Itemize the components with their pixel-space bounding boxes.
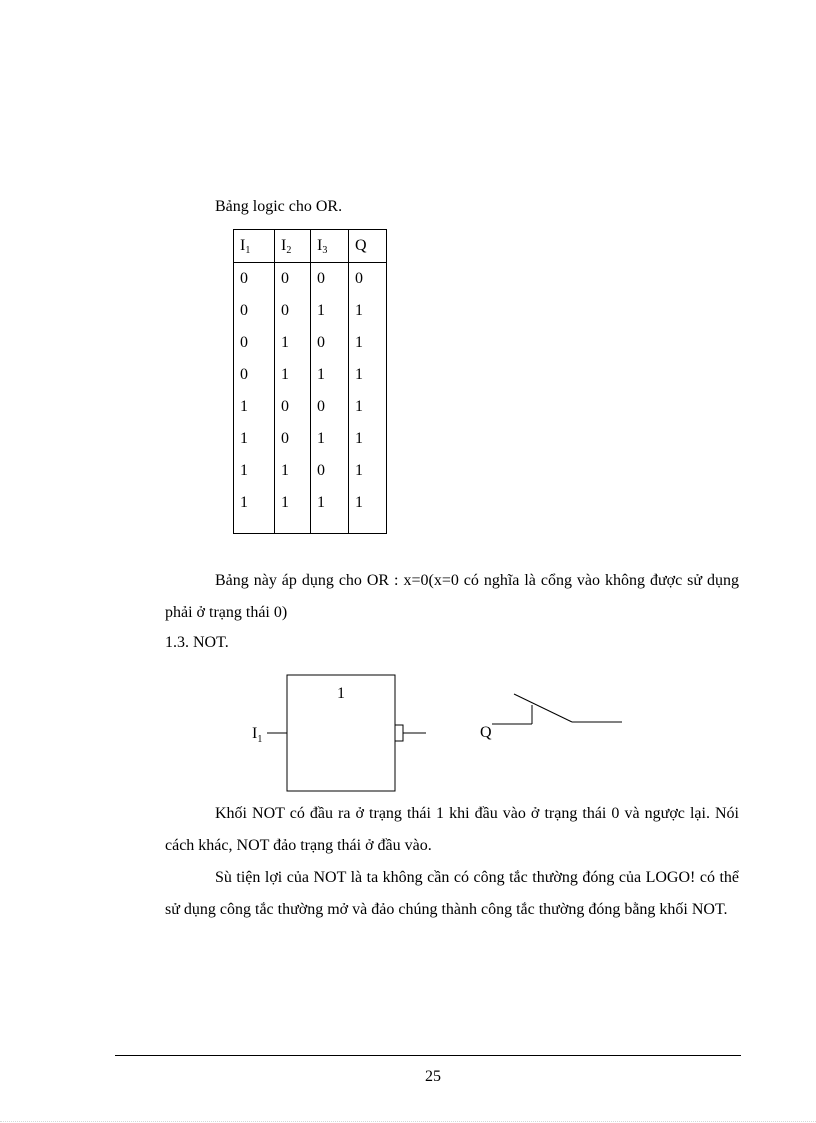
table-cell: 0 bbox=[275, 263, 311, 296]
table-cell: 1 bbox=[311, 359, 349, 391]
table-row bbox=[234, 487, 387, 534]
table-cell: 1 bbox=[234, 423, 275, 455]
table-row bbox=[234, 263, 387, 296]
table-row bbox=[234, 295, 387, 327]
table-cell: 1 bbox=[349, 487, 387, 534]
negation-marker bbox=[395, 725, 403, 741]
table-caption: Bảng logic cho OR. bbox=[215, 198, 343, 215]
section-heading-not: 1.3. NOT. bbox=[165, 634, 229, 651]
table-cell: 1 bbox=[234, 455, 275, 487]
footer-divider bbox=[115, 1055, 741, 1056]
table-cell: 1 bbox=[349, 455, 387, 487]
table-cell: 0 bbox=[234, 327, 275, 359]
table-cell: 1 bbox=[275, 327, 311, 359]
table-cell: 0 bbox=[234, 263, 275, 296]
table-row bbox=[234, 455, 387, 487]
table-cell: 0 bbox=[311, 263, 349, 296]
table-cell: 1 bbox=[275, 455, 311, 487]
table-cell: 1 bbox=[275, 487, 311, 534]
table-cell: 0 bbox=[275, 423, 311, 455]
header-i2: $I_2$ bbox=[275, 230, 311, 263]
table-cell: 0 bbox=[234, 359, 275, 391]
table-cell: 1 bbox=[311, 487, 349, 534]
table-cell: 1 bbox=[275, 359, 311, 391]
table-cell: 1 bbox=[234, 391, 275, 423]
table-row bbox=[234, 327, 387, 359]
table-cell: 0 bbox=[275, 295, 311, 327]
table-cell: 1 bbox=[349, 423, 387, 455]
table-cell: 1 bbox=[349, 391, 387, 423]
header-i3: $I_3$ bbox=[311, 230, 349, 263]
table-cell: 0 bbox=[349, 263, 387, 296]
not-block-label: 1 bbox=[337, 685, 345, 702]
table-row bbox=[234, 391, 387, 423]
header-q: Q bbox=[349, 230, 387, 263]
paragraph-not-description: Khối NOT có đầu ra ở trạng thái 1 khi đầu vào ở trạng thái 0 và ngược lại. Nói cách khác, NOT đảo trạng thái ở đầu vào. bbox=[165, 805, 739, 854]
table-cell: 1 bbox=[311, 295, 349, 327]
input-label: $I_1$ bbox=[252, 725, 263, 745]
normally-closed-switch-symbol bbox=[492, 694, 622, 724]
header-i1: $I_1$ bbox=[234, 230, 275, 263]
table-cell: 1 bbox=[311, 423, 349, 455]
paragraph-or-note: Bảng này áp dụng cho OR : x=0(x=0 có nghĩa là cổng vào không được sử dụng phải ở trạng thái 0) bbox=[165, 572, 739, 621]
truth-table-header-row bbox=[234, 230, 387, 263]
table-cell: 0 bbox=[275, 391, 311, 423]
table-cell: 1 bbox=[349, 327, 387, 359]
table-cell: 1 bbox=[349, 359, 387, 391]
table-cell: 1 bbox=[234, 487, 275, 534]
switch-label: Q bbox=[480, 724, 492, 741]
table-cell: 1 bbox=[349, 295, 387, 327]
paragraph-not-usage: Sù tiện lợi của NOT là ta không cần có công tắc thường đóng của LOGO! có thể sử dụng công tắc thường mở và đảo chúng thành công tắc thường đóng bằng khối NOT. bbox=[165, 869, 739, 918]
table-cell: 0 bbox=[311, 455, 349, 487]
page-number: 25 bbox=[425, 1068, 441, 1085]
page-edge-divider bbox=[0, 1121, 816, 1122]
or-truth-table bbox=[233, 229, 387, 534]
table-cell: 0 bbox=[234, 295, 275, 327]
table-row bbox=[234, 359, 387, 391]
table-cell: 0 bbox=[311, 327, 349, 359]
table-row bbox=[234, 423, 387, 455]
table-cell: 0 bbox=[311, 391, 349, 423]
not-block-diagram bbox=[240, 670, 640, 800]
